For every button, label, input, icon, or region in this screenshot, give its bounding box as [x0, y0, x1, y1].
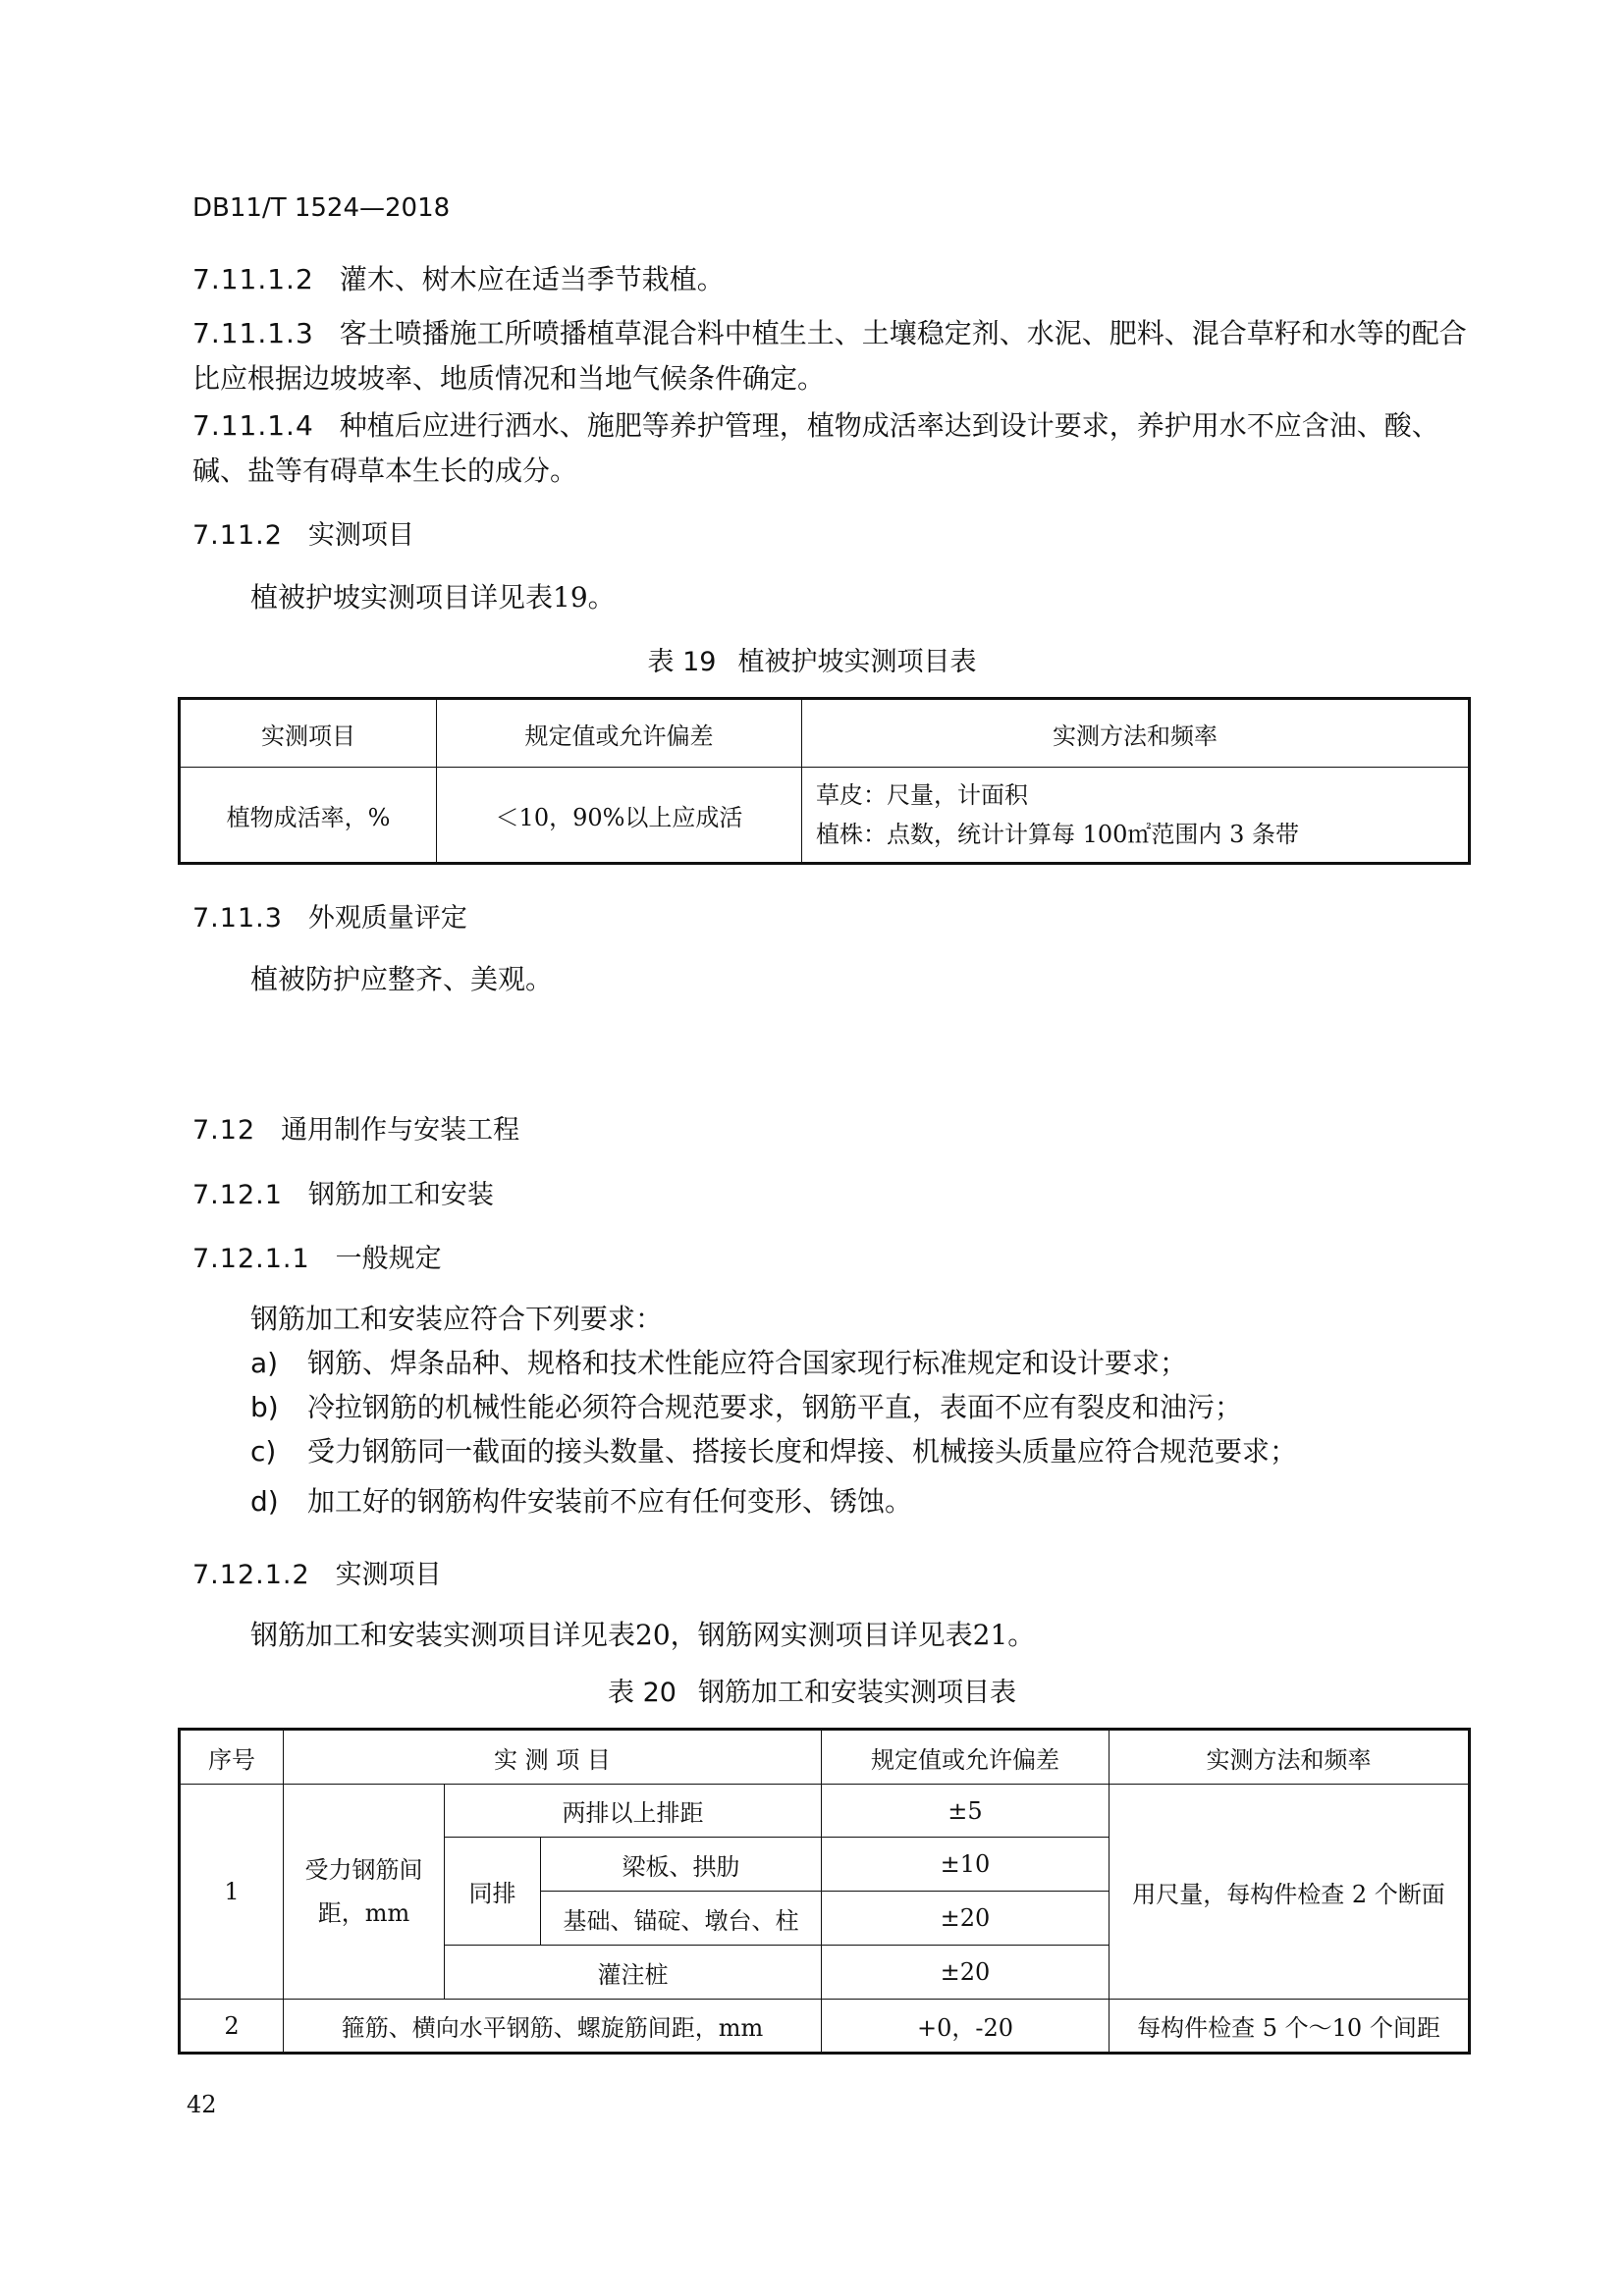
- table-20: [178, 1728, 1471, 2055]
- table-19: [178, 697, 1471, 865]
- clause-number: 7.11.1.2: [192, 263, 314, 295]
- method-cell: 用尺量，每构件检查 2 个断面: [1110, 1785, 1470, 2000]
- method-line: 草皮：尺量，计面积: [816, 781, 1028, 809]
- tolerance-cell: ＜10，90%以上应成活: [437, 768, 802, 864]
- body-text: 植被护坡实测项目详见表19。: [250, 581, 616, 614]
- list-marker: c): [250, 1435, 277, 1468]
- same-row-cell: 同排: [445, 1838, 541, 1946]
- header-cell: 规定值或允许偏差: [822, 1730, 1110, 1785]
- body-text: 植被防护应整齐、美观。: [250, 963, 554, 995]
- heading-7-12: [192, 1108, 519, 1147]
- clause-text: 灌木、树木应在适当季节栽植。: [339, 263, 725, 295]
- body-text: 钢筋加工和安装应符合下列要求：: [250, 1303, 664, 1335]
- sub-item-cell: 梁板、拱肋: [541, 1838, 822, 1892]
- table-20-caption: [0, 1671, 1624, 1709]
- caption-number: 表 19: [647, 647, 717, 677]
- heading-title: 实测项目: [335, 1560, 442, 1590]
- clause-7-11-1-3: [192, 311, 1469, 401]
- header-cell: 实 测 项 目: [284, 1730, 822, 1785]
- table-header-row: [180, 699, 1470, 768]
- page-number: 42: [187, 2091, 217, 2118]
- table-row: [180, 768, 1470, 864]
- heading-title: 通用制作与安装工程: [281, 1115, 520, 1146]
- header-cell: 序号: [180, 1730, 284, 1785]
- list-item: [250, 1430, 1297, 1469]
- method-line: 植株：点数，统计计算每 100㎡范围内 3 条带: [816, 821, 1299, 848]
- heading-number: 7.12.1.2: [192, 1560, 310, 1590]
- caption-number: 表 20: [608, 1678, 677, 1708]
- table-header-row: [180, 1730, 1470, 1785]
- heading-7-11-2: [192, 513, 414, 552]
- group-cell: 受力钢筋间距，mm: [284, 1785, 445, 2000]
- heading-7-12-1-1: [192, 1237, 442, 1275]
- list-text: 加工好的钢筋构件安装前不应有任何变形、锈蚀。: [307, 1485, 913, 1518]
- tolerance-cell: ±20: [822, 1946, 1110, 2000]
- table-row: [180, 1785, 1470, 1838]
- list-text: 受力钢筋同一截面的接头数量、搭接长度和焊接、机械接头质量应符合规范要求；: [307, 1435, 1298, 1468]
- clause-text: 种植后应进行洒水、施肥等养护管理，植物成活率达到设计要求，养护用水不应含油、酸、碱、盐等有碍草本生长的成分。: [192, 409, 1439, 487]
- caption-title: 钢筋加工和安装实测项目表: [697, 1678, 1016, 1708]
- heading-7-11-3: [192, 896, 467, 934]
- list-marker: a): [250, 1347, 279, 1379]
- sub-item-cell: 两排以上排距: [445, 1785, 822, 1838]
- header-cell: 实测项目: [180, 699, 437, 768]
- item-cell: 植物成活率，%: [180, 768, 437, 864]
- item-cell: 箍筋、横向水平钢筋、螺旋筋间距，mm: [284, 2000, 822, 2054]
- method-cell: 每构件检查 5 个～10 个间距: [1110, 2000, 1470, 2054]
- row-number-cell: 1: [180, 1785, 284, 2000]
- heading-title: 一般规定: [335, 1244, 442, 1274]
- clause-text: 客土喷播施工所喷播植草混合料中植生土、土壤稳定剂、水泥、肥料、混合草籽和水等的配合比应根据边坡坡率、地质情况和当地气候条件确定。: [192, 317, 1467, 395]
- heading-title: 外观质量评定: [307, 903, 467, 934]
- caption-title: 植被护坡实测项目表: [737, 647, 977, 677]
- heading-number: 7.12.1: [192, 1180, 283, 1210]
- list-marker: b): [250, 1391, 279, 1423]
- heading-number: 7.12: [192, 1115, 256, 1146]
- clause-7-11-1-2: [192, 257, 1469, 302]
- list-text: 钢筋、焊条品种、规格和技术性能应符合国家现行标准规定和设计要求；: [307, 1347, 1188, 1379]
- method-cell: [802, 768, 1470, 864]
- list-text: 冷拉钢筋的机械性能必须符合规范要求，钢筋平直，表面不应有裂皮和油污；: [307, 1391, 1243, 1423]
- tolerance-cell: ±10: [822, 1838, 1110, 1892]
- list-item: [250, 1480, 912, 1520]
- body-text: 钢筋加工和安装实测项目详见表20，钢筋网实测项目详见表21。: [250, 1619, 1036, 1651]
- clause-number: 7.11.1.4: [192, 409, 314, 442]
- document-id: DB11/T 1524—2018: [192, 193, 451, 223]
- table-row: [180, 2000, 1470, 2054]
- header-cell: 实测方法和频率: [802, 699, 1470, 768]
- list-item: [250, 1342, 1187, 1381]
- heading-7-12-1: [192, 1173, 494, 1211]
- header-cell: 规定值或允许偏差: [437, 699, 802, 768]
- tolerance-cell: ±5: [822, 1785, 1110, 1838]
- heading-number: 7.11.2: [192, 520, 283, 551]
- heading-number: 7.12.1.1: [192, 1244, 310, 1274]
- clause-number: 7.11.1.3: [192, 317, 314, 349]
- heading-7-12-1-2: [192, 1553, 442, 1591]
- row-number-cell: 2: [180, 2000, 284, 2054]
- sub-item-cell: 基础、锚碇、墩台、柱: [541, 1892, 822, 1946]
- header-cell: 实测方法和频率: [1110, 1730, 1470, 1785]
- table-19-caption: [0, 640, 1624, 678]
- sub-item-cell: 灌注桩: [445, 1946, 822, 2000]
- clause-7-11-1-4: [192, 403, 1469, 494]
- list-item: [250, 1386, 1242, 1425]
- tolerance-cell: +0，-20: [822, 2000, 1110, 2054]
- list-marker: d): [250, 1485, 279, 1518]
- tolerance-cell: ±20: [822, 1892, 1110, 1946]
- heading-title: 钢筋加工和安装: [307, 1180, 494, 1210]
- heading-number: 7.11.3: [192, 903, 283, 934]
- heading-title: 实测项目: [307, 520, 414, 551]
